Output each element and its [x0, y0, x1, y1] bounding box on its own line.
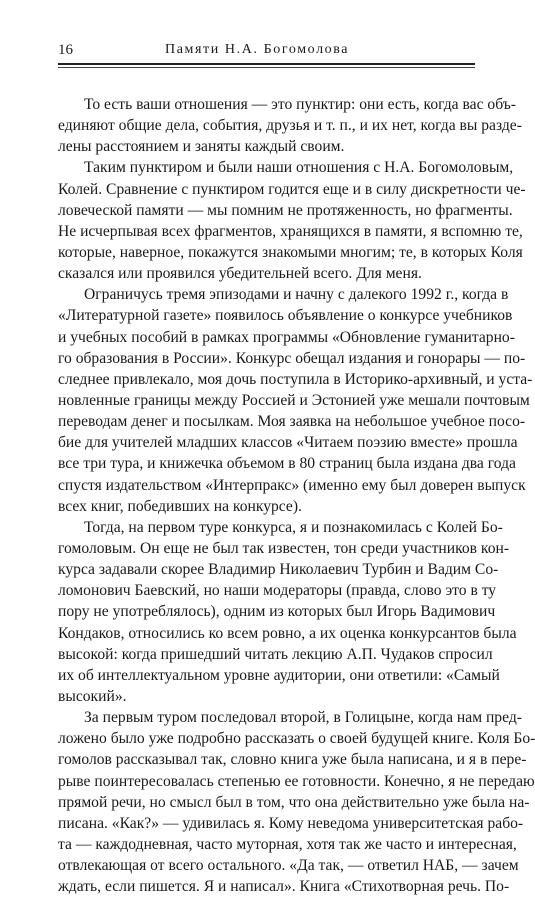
text-line: прямой речи, но смысл был в том, что она действительно уже была на-	[58, 793, 530, 811]
header-rule-thick	[58, 63, 475, 65]
text-line: сказался или проявился убедительней всего. Для меня.	[58, 265, 422, 283]
text-line: пору не употреблялось), одним из которых был Игорь Вадимович	[58, 603, 496, 621]
text-line: гомоловым. Он еще не был так известен, тон среди участников кон-	[58, 539, 510, 557]
running-title: Памяти Н.А. Богомолова	[165, 42, 350, 57]
page-number: 16	[58, 42, 73, 58]
text-line: всех книг, победивших на конкурсе).	[58, 497, 302, 515]
text-line: все три тура, и книжечка объемом в 80 страниц была издана два года	[58, 455, 516, 473]
text-line: ломонович Баевский, но наши модераторы (правда, слово это в ту	[58, 582, 497, 600]
text-line: курса задавали скорее Владимир Николаевич Турбин и Вадим Со-	[58, 561, 499, 579]
text-line: Ограничусь тремя эпизодами и начну с далекого 1992 г., когда в	[84, 286, 509, 304]
text-line: бие для учителей младших классов «Читаем поэзию вместе» прошла	[58, 434, 518, 452]
text-line: высокой: когда пришедший читать лекцию А.П. Чудаков спросил	[58, 645, 493, 663]
text-line: Колей. Сравнение с пунктиром годится еще и в силу дискретности че-	[58, 180, 526, 198]
text-line: высокий».	[58, 687, 127, 705]
text-line: переводам денег и посылкам. Моя заявка на небольшое учебное посо-	[58, 413, 526, 431]
header-rule-thin	[58, 67, 475, 68]
page-header	[58, 38, 475, 60]
text-line: лены расстоянием и заняты каждый своим.	[58, 138, 345, 156]
text-line: гомолов рассказывал так, словно книга уже была написана, и я в пере-	[58, 751, 527, 769]
text-line: рыве поинтересовалась степенью ее готовности. Конечно, я не передаю	[58, 772, 535, 790]
text-line: та — каждодневная, часто муторная, хотя так же часто и интересная,	[58, 835, 517, 853]
text-line: ловеческой памяти — мы помним не протяженность, но фрагменты.	[58, 201, 513, 219]
text-line: и учебных пособий в рамках программы «Обновление гуманитарно-	[58, 328, 515, 346]
text-line: отвлекающая от всего остального. «Да так, — ответил НАБ, — зачем	[58, 857, 519, 875]
text-line: следнее привлекало, моя дочь поступила в Историко-архивный, и уста-	[58, 370, 533, 388]
text-line: Не исчерпывая всех фрагментов, хранящихся в памяти, я вспомню те,	[58, 222, 523, 240]
text-line: го образования в России». Конкурс обещал издания и гонорары — по-	[58, 349, 526, 367]
text-line: Тогда, на первом туре конкурса, я и познакомилась с Колей Бо-	[84, 518, 503, 536]
text-line: единяют общие дела, события, друзья и т. п., и их нет, когда вы разде-	[58, 117, 522, 135]
text-line: писана. «Как?» — удивилась я. Кому неведома университетская рабо-	[58, 814, 524, 832]
text-line: Кондаков, относились ко всем ровно, а их оценка конкурсантов была	[58, 624, 517, 642]
text-line: спустя издательством «Интерпракс» (именно ему был доверен выпуск	[58, 476, 526, 494]
text-line: ложено было уже подробно рассказать о своей будущей книге. Коля Бо-	[58, 730, 535, 748]
body-text	[58, 94, 535, 897]
text-line: То есть ваши отношения — это пунктир: они есть, когда вас объ-	[84, 96, 516, 113]
text-line: За первым туром последовал второй, в Голицыне, когда нам пред-	[84, 709, 522, 727]
text-line: ждать, если пишется. Я и написал». Книга «Стихотворная речь. По-	[58, 878, 510, 896]
text-line: Таким пунктиром и были наши отношения с Н.А. Богомоловым,	[84, 159, 514, 177]
text-line: их об интеллектуальном уровне аудитории, они ответили: «Самый	[58, 666, 500, 684]
text-line: новленные границы между Россией и Эстонией уже мешали почтовым	[58, 391, 530, 409]
text-line: которые, наверное, покажутся знакомыми многим; те, в которых Коля	[58, 243, 523, 261]
text-line: «Литературной газете» появилось объявление о конкурсе учебников	[58, 307, 513, 325]
